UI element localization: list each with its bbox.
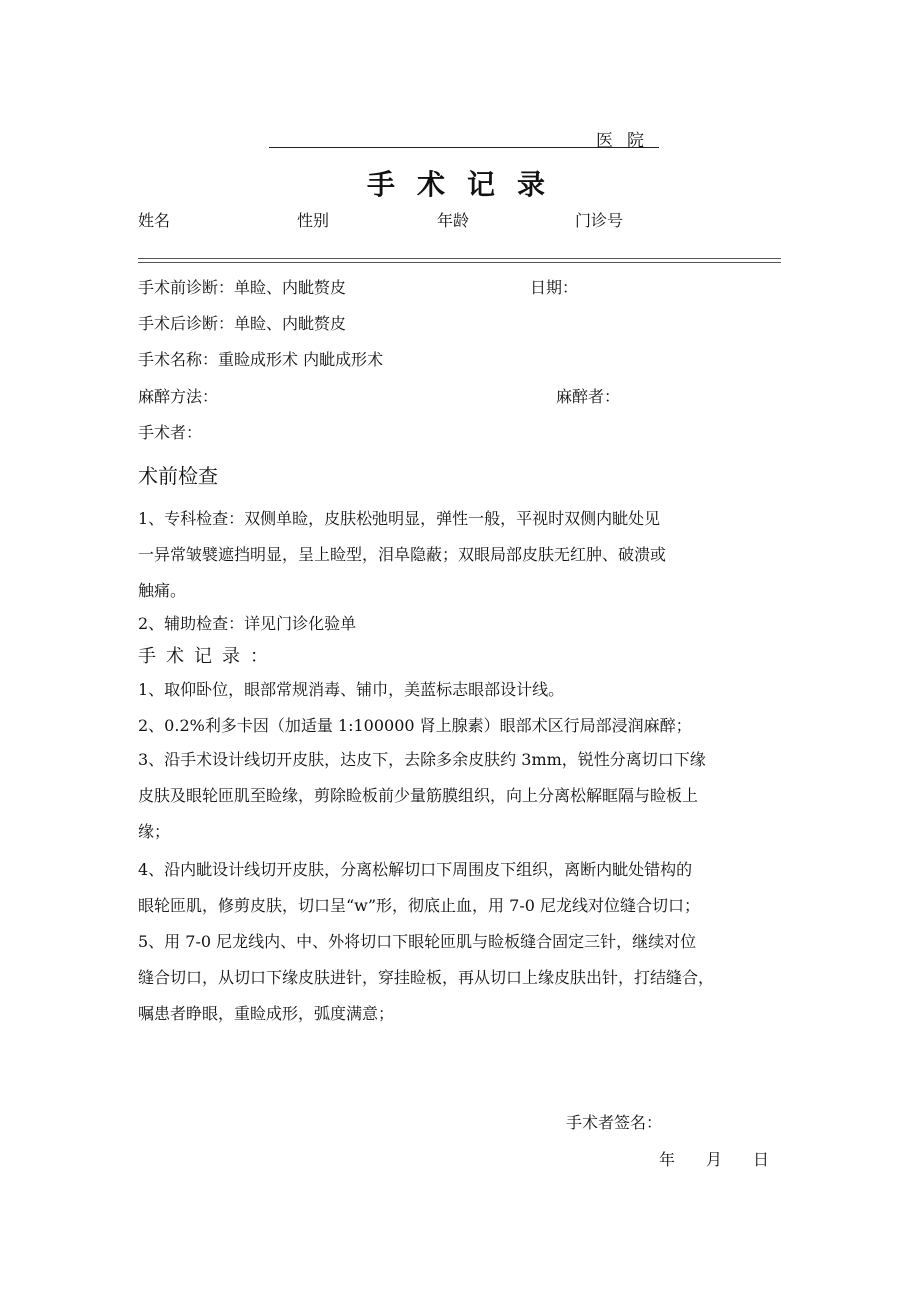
pre-diagnosis-label: 手术前诊断： xyxy=(138,278,235,297)
post-diagnosis-value: 单睑、内眦赘皮 xyxy=(234,314,347,333)
date-day-label: 日 xyxy=(753,1150,770,1169)
text-line: 3、沿手术设计线切开皮肤，达皮下，去除多余皮肤约 3mm，锐性分离切口下缘 xyxy=(138,750,706,769)
surgery-step-5 xyxy=(138,924,788,1032)
text-line: 一异常皱襞遮挡明显，呈上睑型，泪阜隐蔽；双眼局部皮肤无红肿、破溃或 xyxy=(138,545,667,564)
text-line: 缝合切口，从切口下缘皮肤进针，穿挂睑板，再从切口上缘皮肤出针，打结缝合， xyxy=(138,968,715,987)
post-diagnosis-label: 手术后诊断： xyxy=(138,314,235,333)
post-diagnosis-row xyxy=(138,314,346,334)
text-line: 皮肤及眼轮匝肌至睑缘，剪除睑板前少量筋膜组织，向上分离松解眶隔与睑板上 xyxy=(138,786,699,805)
preop-exam-item-2: 2、辅助检查：详见门诊化验单 xyxy=(138,614,357,633)
text-line: 1、专科检查：双侧单睑，皮肤松弛明显，弹性一般，平视时双侧内眦处见 xyxy=(138,509,661,528)
surgery-name-label: 手术名称： xyxy=(138,350,219,369)
text-line: 5、用 7-0 尼龙线内、中、外将切口下眼轮匝肌与睑板缝合固定三针，继续对位 xyxy=(138,932,697,951)
surgery-step-2: 2、0.2%利多卡因（加适量 1:100000 肾上腺素）眼部术区行局部浸润麻醉； xyxy=(138,716,692,735)
pre-diagnosis-row xyxy=(138,278,346,298)
age-label: 年龄 xyxy=(437,211,470,230)
preop-exam-heading: 术前检查 xyxy=(138,464,218,488)
anesthesia-method-label: 麻醉方法： xyxy=(138,387,219,406)
text-line: 缘； xyxy=(138,822,171,841)
anesthetist-label: 麻醉者： xyxy=(556,387,621,406)
surgeon-label: 手术者： xyxy=(138,423,203,442)
gender-label: 性别 xyxy=(297,211,330,230)
surgery-record-heading: 手术记录： xyxy=(138,646,278,667)
text-line: 触痛。 xyxy=(138,581,187,600)
double-divider xyxy=(138,258,781,263)
text-line: 眼轮匝肌，修剪皮肤，切口呈“w”形，彻底止血，用 7-0 尼龙线对位缝合切口； xyxy=(138,896,700,915)
hospital-suffix: 医院 xyxy=(596,131,658,151)
surgery-step-4 xyxy=(138,852,788,924)
surgery-step-3 xyxy=(138,742,788,850)
date-month-label: 月 xyxy=(706,1150,723,1169)
text-line: 4、沿内眦设计线切开皮肤，分离松解切口下周围皮下组织，离断内眦处错构的 xyxy=(138,860,693,879)
date-year-label: 年 xyxy=(659,1150,676,1169)
date-label: 日期： xyxy=(530,278,579,297)
clinic-number-label: 门诊号 xyxy=(575,211,624,230)
text-line: 嘱患者睁眼，重睑成形，弧度满意； xyxy=(138,1004,395,1023)
preop-exam-item-1 xyxy=(138,501,788,609)
surgery-step-1: 1、取仰卧位，眼部常规消毒、铺巾，美蓝标志眼部设计线。 xyxy=(138,680,565,699)
pre-diagnosis-value: 单睑、内眦赘皮 xyxy=(234,278,347,297)
name-label: 姓名 xyxy=(138,211,171,230)
surgery-name-value: 重睑成形术 内眦成形术 xyxy=(218,350,384,369)
surgeon-signature-label: 手术者签名： xyxy=(566,1113,663,1132)
page-title: 手术记录 xyxy=(366,168,567,201)
surgery-name-row xyxy=(138,350,383,370)
